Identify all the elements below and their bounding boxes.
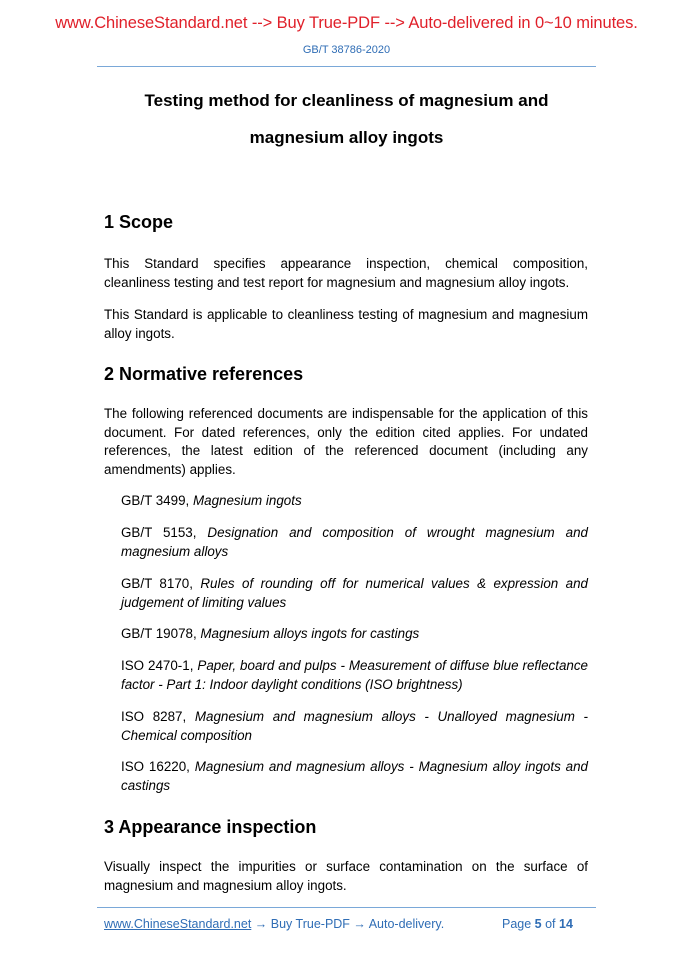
reference-title: Magnesium alloys ingots for castings	[200, 626, 420, 641]
reference-code: ISO 2470-1,	[121, 658, 198, 673]
footer-divider	[97, 907, 596, 908]
reference-code: ISO 16220,	[121, 759, 195, 774]
footer-website-link[interactable]: www.ChineseStandard.net	[104, 917, 252, 931]
standard-code: GB/T 38786-2020	[302, 44, 391, 56]
promo-banner[interactable]: www.ChineseStandard.net --> Buy True-PDF --> Auto-delivered in 0~10 minutes.	[55, 14, 638, 32]
appearance-paragraph-1: Visually inspect the impurities or surface contamination on the surface of magnesium and magnesium alloy ingots.	[104, 859, 588, 893]
reference-item	[121, 575, 588, 612]
reference-title: Magnesium and magnesium alloys - Magnesium alloy ingots and castings	[121, 759, 588, 793]
document-title-line-1: Testing method for cleanliness of magnesium and	[144, 91, 549, 110]
section-heading-normative-references: 2 Normative references	[104, 364, 304, 384]
reference-item	[121, 524, 588, 561]
page-indicator	[502, 917, 573, 931]
reference-code: ISO 8287,	[121, 709, 195, 724]
document-title-line-2: magnesium alloy ingots	[249, 128, 444, 147]
scope-paragraph-1: This Standard specifies appearance inspection, chemical composition, cleanliness testing and test report for magnesium and magnesium alloy ingots.	[104, 256, 588, 290]
reference-code: GB/T 19078,	[121, 626, 201, 641]
reference-item	[121, 657, 588, 694]
reference-title: Rules of rounding off for numerical values & expression and judgement of limiting values	[121, 576, 588, 610]
reference-code: GB/T 3499,	[121, 493, 193, 508]
footer-purchase-text: → Buy True-PDF → Auto-delivery.	[251, 917, 445, 931]
footer-links	[104, 917, 444, 931]
header-divider	[97, 66, 596, 67]
reference-title: Magnesium ingots	[192, 493, 302, 508]
normative-intro-paragraph: The following referenced documents are indispensable for the application of this document. For dated references, only the edition cited applies. For undated references, the latest edition of the referenced document (including any amendments) applies.	[104, 406, 588, 477]
reference-title: Magnesium and magnesium alloys - Unalloyed magnesium - Chemical composition	[121, 709, 588, 743]
reference-title: Designation and composition of wrought magnesium and magnesium alloys	[121, 525, 588, 559]
page-number: 5	[534, 917, 542, 931]
reference-item	[121, 708, 588, 745]
page-label: Page	[502, 917, 535, 931]
reference-code: GB/T 8170,	[121, 576, 201, 591]
scope-paragraph-2: This Standard is applicable to cleanliness testing of magnesium and magnesium alloy ingots.	[104, 307, 588, 341]
reference-code: GB/T 5153,	[121, 525, 208, 540]
of-label: of	[541, 917, 559, 931]
reference-item	[121, 758, 588, 795]
section-heading-appearance-inspection: 3 Appearance inspection	[104, 817, 317, 837]
total-pages: 14	[559, 917, 573, 931]
section-heading-scope: 1 Scope	[104, 212, 174, 232]
reference-item	[121, 625, 588, 644]
reference-title: Paper, board and pulps - Measurement of diffuse blue reflectance factor - Part 1: Indoor daylight conditions (ISO brightness)	[121, 658, 588, 692]
reference-item	[121, 492, 588, 511]
